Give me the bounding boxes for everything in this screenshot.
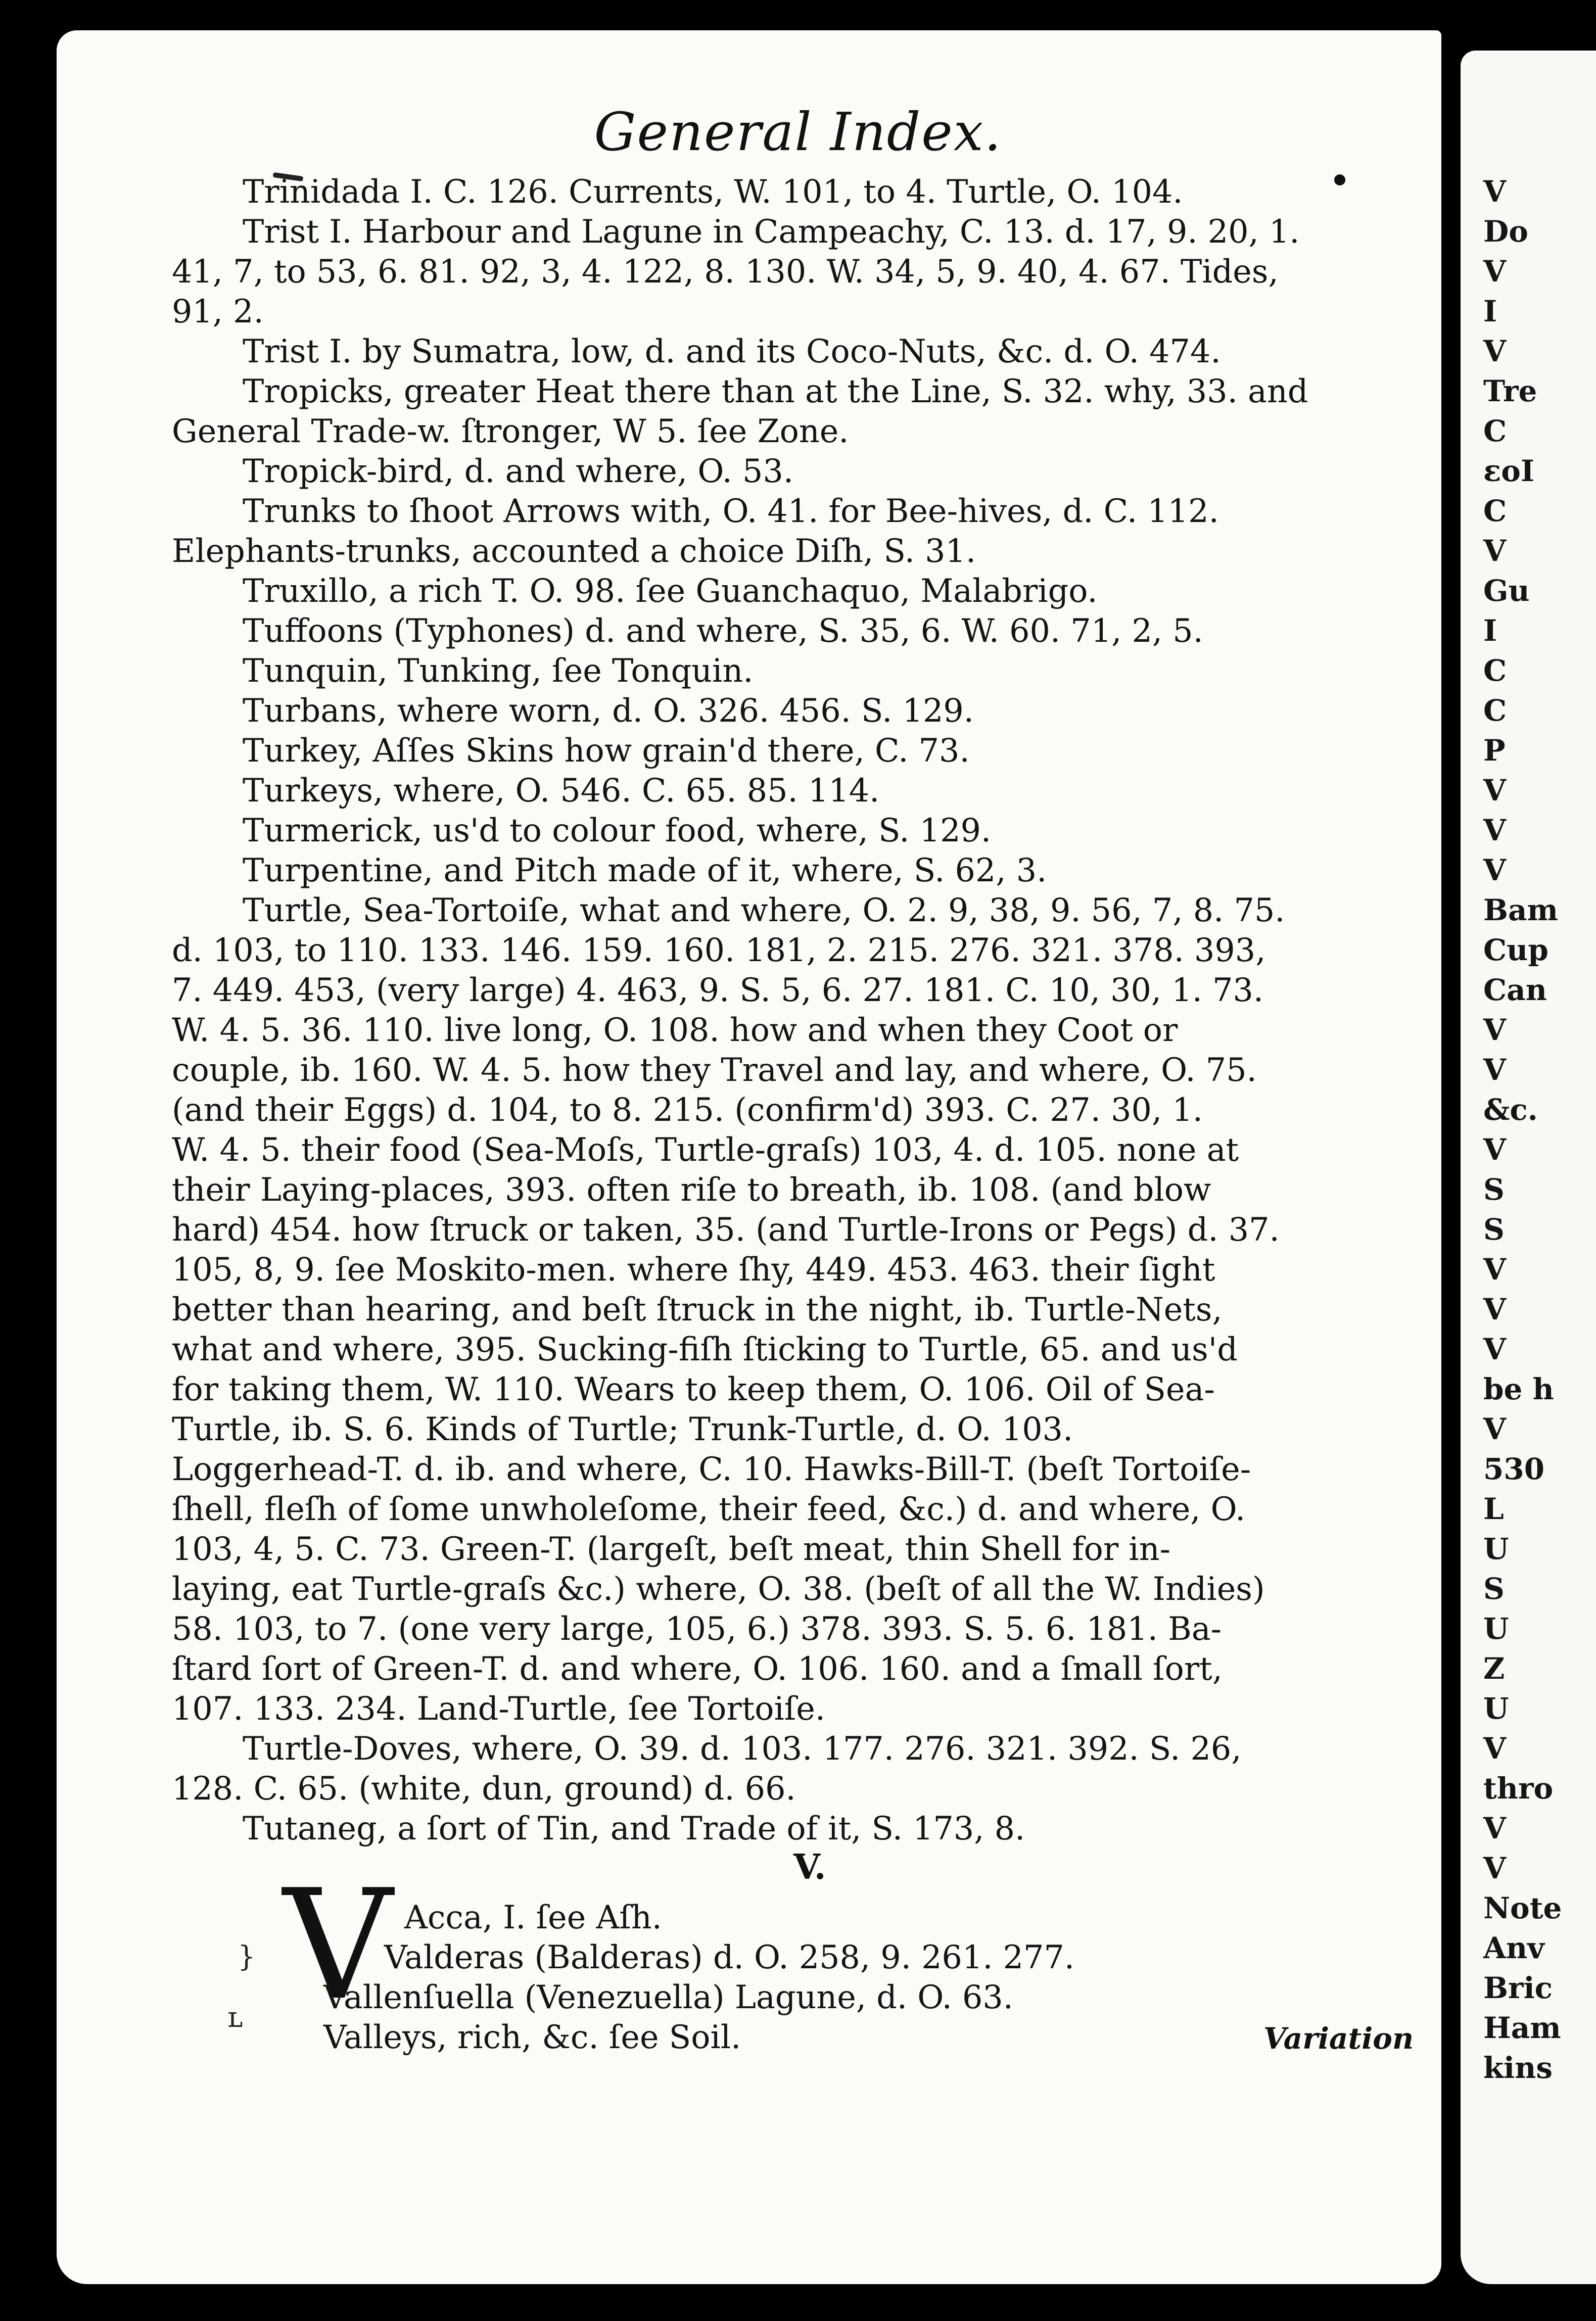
index-entry-line: Trist I. by Sumatra, low, d. and its Coco-Nuts, &c. d. O. 474. [243,333,1221,370]
right-page-fragment: Z [1483,1651,1505,1686]
index-entry-line: Tunquin, Tunking, ſee Tonquin. [243,652,754,689]
section-letter: V. [793,1847,826,1887]
index-entry-line: Tutaneg, a ſort of Tin, and Trade of it, S. 173, 8. [243,1810,1025,1847]
right-page-fragment: I [1483,294,1497,328]
right-page-fragment: Can [1483,973,1547,1007]
right-page-fragment: V [1483,534,1507,568]
right-page-fragment: Do [1483,214,1528,249]
index-entry-line: W. 4. 5. their food (Sea-Moſs, Turtle-graſs) 103, 4. d. 105. none at [172,1131,1239,1168]
right-page-fragment: V [1483,1053,1507,1087]
right-page-fragment: V [1483,1332,1507,1366]
right-page-fragment: P [1483,733,1506,768]
right-page-fragment: Gu [1483,574,1530,608]
index-entry-line: better than hearing, and beſt ſtruck in the night, ib. Turtle-Nets, [172,1291,1223,1328]
right-page-fragment: C [1483,494,1507,528]
index-entry-line: 105, 8, 9. ſee Moskito-men. where ſhy, 449. 453. 463. their ſight [172,1251,1215,1288]
right-page-fragment: thro [1483,1771,1554,1806]
index-entry-line: Trunks to ſhoot Arrows with, O. 41. for Bee-hives, d. C. 112. [243,492,1219,530]
index-entry-line: Tuffoons (Typhones) d. and where, S. 35, 6. W. 60. 71, 2, 5. [243,612,1203,649]
right-page-fragment: U [1483,1612,1509,1646]
right-page-fragment: V [1483,813,1507,847]
index-entry-line: for taking them, W. 110. Wears to keep them, O. 106. Oil of Sea- [172,1370,1215,1408]
index-entry-line: their Laying-places, 393. often riſe to breath, ib. 108. (and blow [172,1171,1211,1208]
dropcap-letter: V [283,1857,393,2033]
index-entry-line: 103, 4, 5. C. 73. Green-T. (largeſt, beſt meat, thin Shell for in- [172,1530,1171,1568]
index-entry-line: Trist I. Harbour and Lagune in Campeachy, C. 13. d. 17, 9. 20, 1. [243,213,1300,250]
index-entry-line: Turpentine, and Pitch made of it, where, S. 62, 3. [243,851,1047,889]
index-entry-line: 58. 103, to 7. (one very large, 105, 6.) 378. 393. S. 5. 6. 181. Ba- [172,1610,1222,1647]
index-entry-line: Turbans, where worn, d. O. 326. 456. S. 129. [243,692,974,729]
right-page-fragment: C [1483,693,1507,728]
right-page-fragment: 530 [1483,1452,1545,1486]
index-entry-line: Turtle-Doves, where, O. 39. d. 103. 177. 276. 321. 392. S. 26, [243,1730,1242,1767]
index-entry-line: Loggerhead-T. d. ib. and where, C. 10. Hawks-Bill-T. (beſt Tortoiſe- [172,1450,1251,1488]
index-entry-line: ſtard ſort of Green-T. d. and where, O. 106. 160. and a ſmall ſort, [172,1650,1223,1687]
right-page-fragment: Bam [1483,893,1558,927]
margin-mark: } [238,1940,256,1973]
right-page-fragment: V [1483,334,1507,368]
right-page-fragment: V [1483,1292,1507,1327]
index-entry-line: Turkey, Aſſes Skins how grain'd there, C. 73. [243,732,970,769]
index-entry-line: Truxillo, a rich T. O. 98. ſee Guanchaquo, Malabrigo. [243,572,1098,609]
right-page-fragment: V [1483,1811,1507,1845]
right-page-fragment: kins [1483,2051,1553,2085]
right-page-fragment: Cup [1483,933,1548,967]
right-page-fragment: S [1483,1172,1505,1207]
index-entry-line: Tropicks, greater Heat there than at the Line, S. 32. why, 33. and [243,372,1308,410]
margin-mark: ʟ [227,2001,243,2034]
right-page-fragment: C [1483,653,1507,688]
right-page-fragment: V [1483,1132,1507,1167]
right-page-fragment: Bric [1483,1971,1553,2005]
index-entry-line: what and where, 395. Sucking-fiſh ſticking to Turtle, 65. and us'd [172,1331,1238,1368]
right-page-fragment: L [1483,1492,1504,1526]
index-entry-line: (and their Eggs) d. 104, to 8. 215. (confirm'd) 393. C. 27. 30, 1. [172,1091,1203,1128]
right-page-fragment: Note [1483,1891,1562,1925]
v-entry-line: Valleys, rich, &c. ſee Soil. [323,2018,741,2056]
index-entry-line: 91, 2. [172,293,264,330]
v-entry-line: Acca, I. ſee Aſh. [404,1899,662,1936]
right-page-fragment: S [1483,1572,1505,1606]
index-entry-line: 107. 133. 234. Land-Turtle, ſee Tortoiſe. [172,1690,826,1727]
index-entry-line: W. 4. 5. 36. 110. live long, O. 108. how and when they Coot or [172,1011,1178,1049]
right-page-fragment: C [1483,414,1507,448]
right-page-fragment: V [1483,773,1507,808]
index-entry-line: couple, ib. 160. W. 4. 5. how they Travel and lay, and where, O. 75. [172,1051,1257,1088]
right-page-fragment: V [1483,1252,1507,1287]
page-title: General Index. [594,101,1002,163]
right-page-fragment: Anv [1483,1931,1544,1965]
right-page-fragment: V [1483,1412,1507,1446]
right-page-fragment: &c. [1483,1093,1538,1127]
index-entry-line: laying, eat Turtle-graſs &c.) where, O. 38. (beſt of all the W. Indies) [172,1570,1265,1607]
index-entry-line: 7. 449. 453, (very large) 4. 463, 9. S. 5, 6. 27. 181. C. 10, 30, 1. 73. [172,971,1264,1009]
right-page-fragment: V [1483,1851,1507,1885]
index-entry-line: Trinidada I. C. 126. Currents, W. 101, to 4. Turtle, O. 104. [243,173,1183,210]
right-page-fragment: Ham [1483,2011,1561,2045]
index-entry-line: Elephants-trunks, accounted a choice Diſh, S. 31. [172,532,976,570]
index-entries [172,172,1395,1849]
index-entry-line: 41, 7, to 53, 6. 81. 92, 3, 4. 122, 8. 130. W. 34, 5, 9. 40, 4. 67. Tides, [172,253,1279,290]
v-section-entries [323,1898,1334,2057]
index-entry-line: Turkeys, where, O. 546. C. 65. 85. 114. [243,772,880,809]
v-entry-line: Valderas (Balderas) d. O. 258, 9. 261. 277. [384,1938,1075,1976]
right-page-fragment: V [1483,174,1507,209]
index-entry-line: hard) 454. how ſtruck or taken, 35. (and Turtle-Irons or Pegs) d. 37. [172,1211,1280,1248]
right-page-fragment: S [1483,1212,1505,1247]
index-entry-line: Turtle, Sea-Tortoiſe, what and where, O. 2. 9, 38, 9. 56, 7, 8. 75. [243,891,1285,929]
right-page-fragment: I [1483,613,1497,648]
right-page-fragment: V [1483,254,1507,289]
index-entry-line: ſhell, fleſh of ſome unwholeſome, their feed, &c.) d. and where, O. [172,1490,1246,1528]
right-page-fragment: V [1483,1731,1507,1766]
right-page-fragment: be h [1483,1372,1554,1406]
index-entry-line: General Trade-w. ſtronger, W 5. ſee Zone. [172,412,849,450]
right-page-fragment: U [1483,1532,1509,1566]
right-page-fragment: V [1483,1013,1507,1047]
v-entry-line: Vallenſuella (Venezuella) Lagune, d. O. 63. [323,1978,1013,2016]
index-entry-line: Tropick-bird, d. and where, O. 53. [243,452,794,490]
index-entry-line: Turmerick, us'd to colour food, where, S. 129. [243,812,992,849]
right-page-fragment: ɛoI [1483,454,1535,488]
right-page-column [1483,172,1596,2088]
index-entry-line: d. 103, to 110. 133. 146. 159. 160. 181, 2. 215. 276. 321. 378. 393, [172,931,1266,969]
right-page-fragment: V [1483,853,1507,887]
index-entry-line: 128. C. 65. (white, dun, ground) d. 66. [172,1770,796,1807]
right-page-fragment: Tre [1483,374,1537,408]
index-entry-line: Turtle, ib. S. 6. Kinds of Turtle; Trunk-Turtle, d. O. 103. [172,1410,1073,1448]
catchword: Variation [1263,2021,1414,2056]
right-page-fragment: U [1483,1691,1509,1726]
